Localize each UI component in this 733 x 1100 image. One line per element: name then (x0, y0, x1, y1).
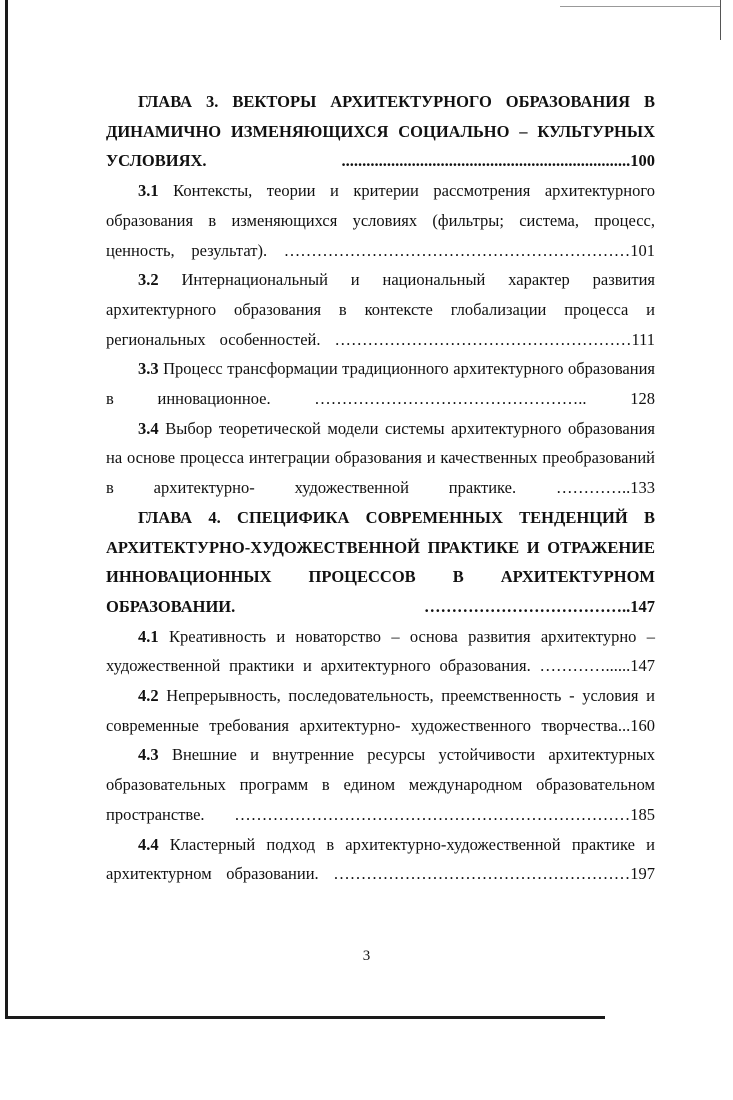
dot-leader: ……………………………….. (235, 596, 631, 616)
dot-leader: …………...... (530, 656, 631, 676)
section-title: Непрерывность, последовательность, преемственность - условия и современные требования архитектурно- художественного творчества... (106, 686, 655, 735)
page-ref: 147 (630, 656, 655, 676)
chapter-title: ГЛАВА 3. ВЕКТОРЫ АРХИТЕКТУРНОГО ОБРАЗОВАНИЯ В ДИНАМИЧНО ИЗМЕНЯЮЩИХСЯ СОЦИАЛЬНО – КУЛЬТУРНЫХ УСЛОВИЯХ. (106, 92, 655, 171)
section-title: Кластерный подход в архитектурно-художественной практике и архитектурном образовании. (106, 834, 655, 884)
dot-leader: ………………………………………….. (270, 389, 587, 409)
page-ref: 100 (630, 151, 655, 171)
section-number: 3.2 (138, 270, 159, 290)
scan-left-border (5, 0, 8, 1018)
page-ref: 147 (630, 596, 655, 616)
scan-top-mark (560, 6, 720, 7)
dot-leader: ……………………………………………………… (267, 240, 631, 260)
section-title: Внешние и внутренние ресурсы устойчивости архитектурных образовательных программ в едином международном образовательном пространстве. (106, 745, 655, 824)
page-ref: 160 (630, 715, 655, 735)
section-number: 3.1 (138, 181, 159, 201)
dot-leader: ……………………………………………… (318, 864, 631, 884)
scan-right-mark (720, 0, 721, 40)
section-number: 4.2 (138, 686, 159, 706)
section-number: 4.1 (138, 626, 159, 646)
dot-leader: ……………………………………………………………… (204, 804, 631, 824)
scan-bottom-border (5, 1016, 605, 1019)
toc-section-4-3 (106, 740, 655, 829)
toc-section-3-4 (106, 414, 655, 503)
page-ref: 101 (630, 240, 655, 260)
section-title: Креативность и новаторство – основа развития архитектурно – художественной практики и архитектурного образования. (106, 626, 655, 676)
page-number: 3 (362, 948, 371, 964)
page-ref: 185 (630, 804, 655, 824)
page-ref: 197 (630, 864, 655, 884)
toc-section-4-1 (106, 622, 655, 681)
section-number: 3.3 (138, 359, 159, 379)
toc-chapter-4 (106, 503, 655, 622)
toc-chapter-3 (106, 87, 655, 176)
chapter-title: ГЛАВА 4. СПЕЦИФИКА СОВРЕМЕННЫХ ТЕНДЕНЦИЙ В АРХИТЕКТУРНО-ХУДОЖЕСТВЕННОЙ ПРАКТИКЕ И ОТРАЖЕНИЕ ИННОВАЦИОННЫХ ПРОЦЕССОВ В АРХИТЕКТУРНОМ ОБРАЗОВАНИИ. (106, 507, 655, 616)
page-ref: 133 (630, 478, 656, 498)
toc-section-3-1 (106, 176, 655, 265)
section-number: 4.4 (138, 834, 159, 854)
dot-leader: ………….. (516, 478, 631, 498)
table-of-contents (106, 87, 655, 889)
toc-section-4-2 (106, 681, 655, 740)
page-ref: 128 (586, 389, 656, 409)
section-number: 3.4 (138, 418, 159, 438)
toc-section-4-4 (106, 830, 655, 889)
toc-section-3-2 (106, 265, 655, 354)
dot-leader: ...................................................................... (206, 151, 631, 171)
toc-section-3-3 (106, 354, 655, 413)
section-number: 4.3 (138, 745, 159, 765)
section-title: Контексты, теории и критерии рассмотрения архитектурного образования в изменяющихся условиях (фильтры; система, процесс, ценность, результат). (106, 181, 655, 260)
page-ref: 111 (631, 329, 656, 349)
dot-leader: ……………………………………………… (320, 329, 632, 349)
section-title: Выбор теоретической модели системы архитектурного образования на основе процесса интеграции образования и качественных преобразований в архитектурно- художественной практике. (106, 418, 655, 498)
section-title: Интернациональный и национальный характер развития архитектурного образования в контексте глобализации процесса и региональных особенностей. (106, 270, 655, 349)
section-title: Процесс трансформации традиционного архитектурного образования в инновационное. (106, 359, 655, 409)
